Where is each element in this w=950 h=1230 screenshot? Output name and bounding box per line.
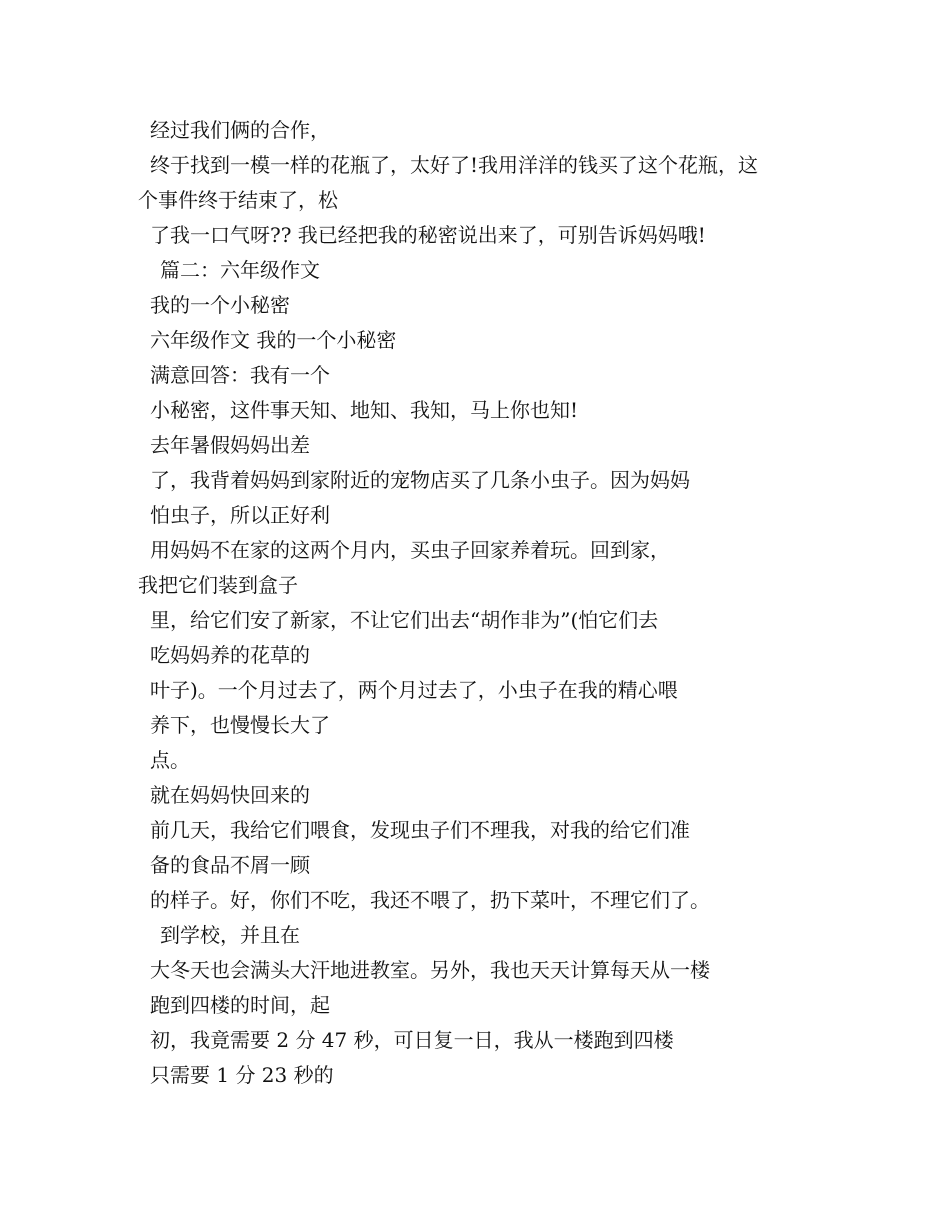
text-line: 备的食品不屑一顾	[150, 853, 310, 877]
document-body	[138, 113, 838, 1093]
text-line: 里，给它们安了新家，不让它们出去“胡作非为”(怕它们去	[150, 608, 659, 632]
text-line: 到学校，并且在	[160, 923, 300, 947]
text-line: 点。	[150, 748, 190, 772]
text-line: 了我一口气呀?? 我已经把我的秘密说出来了，可别告诉妈妈哦!	[150, 223, 706, 247]
text-line: 小秘密，这件事天知、地知、我知，马上你也知!	[150, 398, 579, 422]
text-line: 的样子。好，你们不吃，我还不喂了，扔下菜叶，不理它们了。	[150, 888, 710, 912]
text-line: 前几天，我给它们喂食，发现虫子们不理我，对我的给它们准	[150, 818, 690, 842]
section-heading: 篇二：六年级作文	[160, 258, 320, 282]
text-line: 去年暑假妈妈出差	[150, 433, 310, 457]
text-line: 我的一个小秘密	[150, 293, 290, 317]
text-line: 初，我竟需要 2 分 47 秒，可日复一日，我从一楼跑到四楼	[150, 1028, 674, 1052]
text-line: 了，我背着妈妈到家附近的宠物店买了几条小虫子。因为妈妈	[150, 468, 690, 492]
text-line: 就在妈妈快回来的	[150, 783, 310, 807]
text-line: 六年级作文 我的一个小秘密	[150, 328, 397, 352]
text-line: 终于找到一模一样的花瓶了，太好了!我用洋洋的钱买了这个花瓶，这	[150, 153, 759, 177]
text-line: 只需要 1 分 23 秒的	[150, 1063, 334, 1087]
text-line: 个事件终于结束了，松	[138, 188, 338, 212]
text-line: 用妈妈不在家的这两个月内，买虫子回家养着玩。回到家，	[150, 538, 670, 562]
text-line: 跑到四楼的时间，起	[150, 993, 330, 1017]
text-line: 叶子)。一个月过去了，两个月过去了，小虫子在我的精心喂	[150, 678, 678, 702]
text-line: 吃妈妈养的花草的	[150, 643, 310, 667]
text-line: 养下，也慢慢长大了	[150, 713, 330, 737]
text-line: 我把它们装到盒子	[138, 573, 298, 597]
text-line: 经过我们俩的合作，	[150, 118, 330, 142]
text-line: 大冬天也会满头大汗地进教室。另外，我也天天计算每天从一楼	[150, 958, 710, 982]
text-line: 满意回答：我有一个	[150, 363, 330, 387]
text-line: 怕虫子，所以正好利	[150, 503, 330, 527]
